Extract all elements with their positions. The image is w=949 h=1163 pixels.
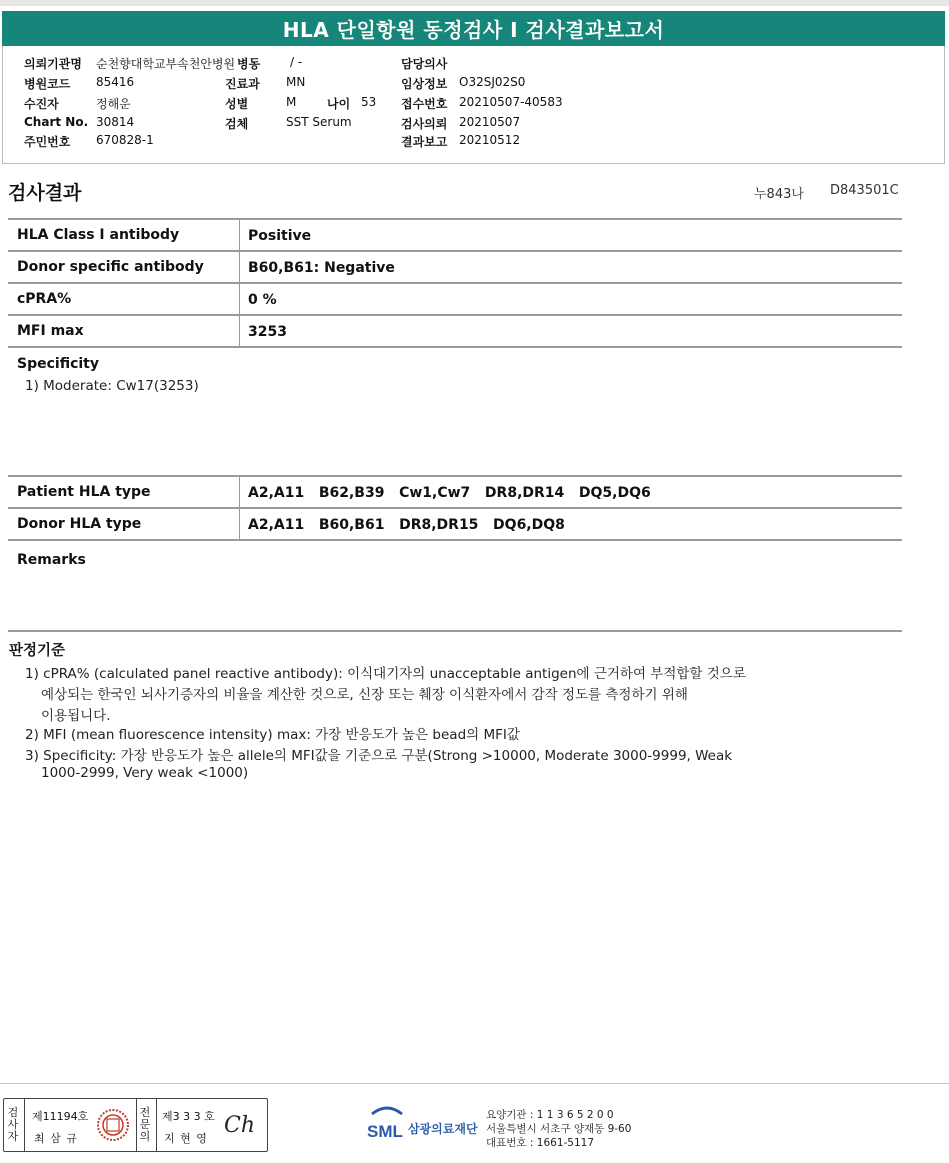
field-value: SST Serum <box>286 115 352 129</box>
row-label: Donor HLA type <box>17 516 142 532</box>
row-value: Positive <box>248 228 312 244</box>
criteria-line: 예상되는 한국인 뇌사기증자의 비율을 계산한 것으로, 신장 또는 췌장 이식환자에서 감작 정도를 측정하기 위해 <box>41 687 688 703</box>
row-value: 0 % <box>248 292 277 308</box>
column-divider <box>239 220 240 250</box>
field-label: 성별 <box>225 97 249 111</box>
report-title: HLA 단일항원 동정검사 I 검사결과보고서 <box>2 11 945 46</box>
top-margin-line <box>0 0 949 6</box>
field-label: 병원코드 <box>24 77 71 91</box>
field-label: 진료과 <box>225 77 260 91</box>
results-section-title: 검사결과 <box>8 182 82 204</box>
field-value: 20210507-40583 <box>459 95 563 109</box>
logo-text: SML <box>367 1122 403 1141</box>
field-value: MN <box>286 75 306 89</box>
criteria-line: 2) MFI (mean fluorescence intensity) max: 가장 반응도가 높은 bead의 MFI값 <box>25 727 520 743</box>
field-value: 30814 <box>96 115 135 129</box>
signature-box <box>3 1098 268 1152</box>
field-label: 나이 <box>327 97 351 111</box>
field-label: 담당의사 <box>401 57 448 71</box>
table-row <box>8 316 902 348</box>
column-divider <box>239 509 240 539</box>
box-divider <box>24 1099 25 1151</box>
field-value: 20210507 <box>459 115 521 129</box>
field-value: 20210512 <box>459 133 521 147</box>
column-divider <box>239 284 240 314</box>
row-value: 3253 <box>248 324 287 340</box>
row-label: Patient HLA type <box>17 484 151 500</box>
field-label: 접수번호 <box>401 97 448 111</box>
field-label: 결과보고 <box>401 135 448 149</box>
tester-label: 검사자 <box>7 1106 19 1143</box>
row-value: A2,A11 B60,B61 DR8,DR15 DQ6,DQ8 <box>248 517 565 533</box>
org-info-line: 서울특별시 서초구 양재동 9-60 <box>486 1123 632 1135</box>
table-row <box>8 220 902 252</box>
criteria-top-border <box>8 630 902 632</box>
specialist-license: 제3 3 3 호 <box>162 1110 215 1123</box>
field-label: 의뢰기관명 <box>24 57 82 71</box>
column-divider <box>239 316 240 346</box>
field-label: 임상정보 <box>401 77 448 91</box>
remarks-heading: Remarks <box>17 552 86 568</box>
specialist-name: 지 현 영 <box>164 1132 208 1145</box>
table-row <box>8 284 902 316</box>
field-value: 53 <box>361 95 377 109</box>
field-value: O32SJ02S0 <box>459 75 526 89</box>
column-divider <box>239 477 240 507</box>
patient-info-panel <box>2 46 945 164</box>
org-name: 삼광의료재단 <box>408 1122 478 1136</box>
column-divider <box>239 252 240 282</box>
report-code-korean: 누843나 <box>754 187 804 202</box>
tester-license: 제11194호 <box>32 1110 89 1123</box>
org-info-line: 대표번호 : 1661-5117 <box>486 1137 595 1149</box>
field-label: 검사의뢰 <box>401 117 448 131</box>
hla-type-table <box>8 477 902 541</box>
org-info-line: 요양기관 : 1 1 3 6 5 2 0 0 <box>486 1109 614 1121</box>
field-label: 주민번호 <box>24 135 71 149</box>
field-label: 검체 <box>225 117 249 131</box>
box-divider <box>156 1099 157 1151</box>
footer-divider <box>0 1083 949 1084</box>
criteria-line: 1000-2999, Very weak <1000) <box>41 765 249 781</box>
field-value: 670828-1 <box>96 133 154 147</box>
field-value: M <box>286 95 297 109</box>
tester-name: 최 삼 규 <box>34 1132 78 1145</box>
criteria-heading: 판정기준 <box>9 643 66 659</box>
criteria-line: 3) Specificity: 가장 반응도가 높은 allele의 MFI값을 기준으로 구분(Strong >10000, Moderate 3000-9999, Weak <box>25 748 733 764</box>
table-row <box>8 509 902 541</box>
field-value: / - <box>290 55 303 69</box>
row-value: B60,B61: Negative <box>248 260 395 276</box>
row-label: cPRA% <box>17 291 72 307</box>
report-code: D843501C <box>830 183 899 198</box>
results-table <box>8 220 902 348</box>
row-label: MFI max <box>17 323 84 339</box>
field-label: 수진자 <box>24 97 59 111</box>
sml-logo-icon <box>366 1104 408 1144</box>
criteria-line: 1) cPRA% (calculated panel reactive antibody): 이식대기자의 unacceptable antigen에 근거하여 부적합할 것으로 <box>25 666 746 682</box>
row-value: A2,A11 B62,B39 Cw1,Cw7 DR8,DR14 DQ5,DQ6 <box>248 485 651 501</box>
criteria-line: 이용됩니다. <box>41 708 111 724</box>
table-row <box>8 477 902 509</box>
specificity-heading: Specificity <box>17 356 99 372</box>
signature-handwriting: Ch <box>224 1113 256 1138</box>
seal-icon <box>96 1108 130 1142</box>
field-value: 85416 <box>96 75 135 89</box>
box-divider <box>136 1099 137 1151</box>
field-label: 병동 <box>237 57 261 71</box>
specialist-label: 전문의 <box>139 1106 151 1143</box>
field-label: Chart No. <box>24 115 89 129</box>
field-value: 순천향대학교부속천안병원 <box>96 57 236 71</box>
field-value: 정해운 <box>96 97 131 111</box>
specificity-item: 1) Moderate: Cw17(3253) <box>25 378 199 394</box>
row-label: HLA Class I antibody <box>17 227 180 243</box>
row-label: Donor specific antibody <box>17 259 204 275</box>
table-row <box>8 252 902 284</box>
